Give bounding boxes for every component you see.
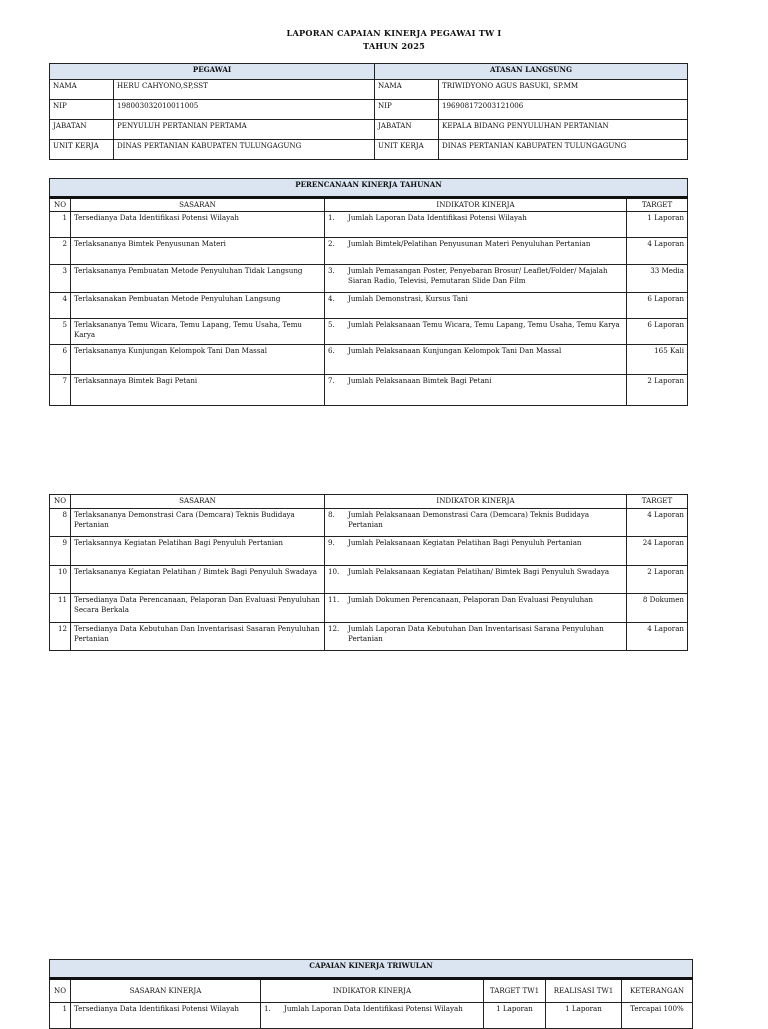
row-no: 2 [50, 238, 71, 265]
row-indikator [325, 509, 627, 537]
col-target-tw1: TARGET TW1 [484, 979, 546, 1003]
row-target: 1 Laporan [627, 212, 688, 238]
row-sasaran: Tersedianya Data Perencanaan, Pelaporan Dan Evaluasi Penyuluhan Secara Berkala [71, 594, 325, 623]
row-sasaran: Terlaksannaya Bimtek Bagi Petani [71, 375, 325, 406]
atasan-header: ATASAN LANGSUNG [375, 64, 688, 80]
col-indikator: INDIKATOR KINERJA [325, 198, 627, 212]
employee-table [49, 63, 688, 160]
row-no: 8 [50, 509, 71, 537]
indikator-number: 3. [328, 266, 335, 275]
indikator-number: 2. [328, 239, 335, 248]
indikator-text: Jumlah Pelaksanaan Kegiatan Pelatihan/ Bimtek Bagi Penyuluh Swadaya [348, 567, 610, 576]
row-sasaran: Terlaksananya Kunjungan Kelompok Tani Dan Massal [71, 345, 325, 375]
indikator-text: Jumlah Pemasangan Poster, Penyebaran Brosur/ Leaflet/Folder/ Majalah Siaran Radio, Televisi, Pemutaran Slide Dan Film [348, 266, 608, 285]
row-indikator [325, 566, 627, 594]
row-indikator [325, 345, 627, 375]
row-target: 8 Dokumen [627, 594, 688, 623]
table-row [50, 623, 688, 651]
table-row [50, 509, 688, 537]
row-sasaran: Terlaksannya Kegiatan Pelatihan Bagi Penyuluh Pertanian [71, 537, 325, 566]
indikator-text: Jumlah Pelaksanaan Demonstrasi Cara (Demcara) Teknis Budidaya Pertanian [348, 510, 590, 529]
row-keterangan: Tercapai 100% [622, 1003, 693, 1029]
report-title: LAPORAN CAPAIAN KINERJA PEGAWAI TW I [286, 28, 502, 38]
value-nip-atasan: 196908172003121006 [439, 100, 688, 120]
label-nip-atasan: NIP [375, 100, 439, 120]
row-indikator [261, 1003, 484, 1029]
indikator-number: 6. [328, 346, 335, 355]
col-sasaran: SASARAN [71, 495, 325, 509]
label-jabatan: JABATAN [50, 120, 114, 140]
label-nama: NAMA [50, 80, 114, 100]
table-row [50, 566, 688, 594]
row-sasaran: Terlaksanakan Pembuatan Metode Penyuluhan Langsung [71, 293, 325, 319]
row-target: 24 Laporan [627, 537, 688, 566]
row-target: 2 Laporan [627, 375, 688, 406]
row-target: 6 Laporan [627, 319, 688, 345]
capaian-section-title: CAPAIAN KINERJA TRIWULAN [50, 960, 693, 979]
indikator-text: Jumlah Demonstrasi, Kursus Tani [348, 294, 468, 303]
row-indikator [325, 594, 627, 623]
value-jabatan: PENYULUH PERTANIAN PERTAMA [114, 120, 375, 140]
row-target: 2 Laporan [627, 566, 688, 594]
table-row [50, 1003, 693, 1029]
row-indikator [325, 238, 627, 265]
row-target: 4 Laporan [627, 238, 688, 265]
row-indikator [325, 375, 627, 406]
value-nama: HERU CAHYONO,SP,SST [114, 80, 375, 100]
col-indikator: INDIKATOR KINERJA [261, 979, 484, 1003]
row-target: 4 Laporan [627, 509, 688, 537]
value-jabatan-atasan: KEPALA BIDANG PENYULUHAN PERTANIAN [439, 120, 688, 140]
value-nama-atasan: TRIWIDYONO AGUS BASUKI, SP.MM [439, 80, 688, 100]
row-target: 165 Kali [627, 345, 688, 375]
indikator-number: 9. [328, 538, 335, 547]
table-row [50, 238, 688, 265]
col-target: TARGET [627, 198, 688, 212]
row-sasaran: Terlaksananya Kegiatan Pelatihan / Bimtek Bagi Penyuluh Swadaya [71, 566, 325, 594]
table-row [50, 293, 688, 319]
col-realisasi-tw1: REALISASI TW1 [546, 979, 622, 1003]
table-row [50, 594, 688, 623]
indikator-text: Jumlah Pelaksanaan Temu Wicara, Temu Lapang, Temu Usaha, Temu Karya [348, 320, 620, 329]
indikator-number: 11. [328, 595, 340, 604]
label-unit-kerja-atasan: UNIT KERJA [375, 140, 439, 160]
table-row [50, 537, 688, 566]
row-no: 1 [50, 212, 71, 238]
indikator-number: 8. [328, 510, 335, 519]
row-no: 3 [50, 265, 71, 293]
row-sasaran: Terlaksananya Bimtek Penyusunan Materi [71, 238, 325, 265]
row-sasaran: Tersedianya Data Kebutuhan Dan Inventarisasi Sasaran Penyuluhan Pertanian [71, 623, 325, 651]
indikator-number: 1. [264, 1004, 271, 1013]
row-no: 5 [50, 319, 71, 345]
table-row [50, 375, 688, 406]
table-row [50, 265, 688, 293]
row-target: 33 Media [627, 265, 688, 293]
indikator-text: Jumlah Laporan Data Kebutuhan Dan Inventarisasi Sarana Penyuluhan Pertanian [348, 624, 604, 643]
label-unit-kerja: UNIT KERJA [50, 140, 114, 160]
row-indikator [325, 265, 627, 293]
indikator-text: Jumlah Dokumen Perencanaan, Pelaporan Dan Evaluasi Penyuluhan [348, 595, 593, 604]
col-target: TARGET [627, 495, 688, 509]
indikator-text: Jumlah Pelaksanaan Bimtek Bagi Petani [348, 376, 492, 385]
report-year: TAHUN 2025 [363, 41, 425, 51]
table-row [50, 212, 688, 238]
row-sasaran: Tersedianya Data Identifikasi Potensi Wilayah [71, 212, 325, 238]
row-sasaran: Tersedianya Data Identifikasi Potensi Wilayah [71, 1003, 261, 1029]
row-no: 9 [50, 537, 71, 566]
row-target: 4 Laporan [627, 623, 688, 651]
row-no: 10 [50, 566, 71, 594]
row-sasaran: Terlaksananya Pembuatan Metode Penyuluhan Tidak Langsung [71, 265, 325, 293]
perencanaan-table-continued [49, 494, 688, 651]
indikator-text: Jumlah Laporan Data Identifikasi Potensi Wilayah [348, 213, 527, 222]
col-sasaran-kinerja: SASARAN KINERJA [71, 979, 261, 1003]
row-indikator [325, 293, 627, 319]
indikator-number: 12. [328, 624, 340, 633]
row-sasaran: Terlaksananya Demonstrasi Cara (Demcara) Teknis Budidaya Pertanian [71, 509, 325, 537]
row-target: 6 Laporan [627, 293, 688, 319]
indikator-text: Jumlah Pelaksanaan Kegiatan Pelatihan Bagi Penyuluh Pertanian [348, 538, 582, 547]
perencanaan-section-title: PERENCANAAN KINERJA TAHUNAN [50, 179, 688, 198]
indikator-text: Jumlah Laporan Data Identifikasi Potensi Wilayah [284, 1004, 463, 1013]
row-no: 1 [50, 1003, 71, 1029]
indikator-number: 7. [328, 376, 335, 385]
indikator-text: Jumlah Bimtek/Pelatihan Penyusunan Materi Penyuluhan Pertanian [348, 239, 591, 248]
table-row [50, 319, 688, 345]
row-indikator [325, 537, 627, 566]
indikator-text: Jumlah Pelaksanaan Kunjungan Kelompok Tani Dan Massal [348, 346, 562, 355]
row-target: 1 Laporan [484, 1003, 546, 1029]
perencanaan-table [49, 178, 688, 406]
table-row [50, 345, 688, 375]
pegawai-header: PEGAWAI [50, 64, 375, 80]
value-nip: 198003032010011005 [114, 100, 375, 120]
label-jabatan-atasan: JABATAN [375, 120, 439, 140]
col-no: NO [50, 495, 71, 509]
row-no: 11 [50, 594, 71, 623]
indikator-number: 4. [328, 294, 335, 303]
value-unit-kerja: DINAS PERTANIAN KABUPATEN TULUNGAGUNG [114, 140, 375, 160]
col-keterangan: KETERANGAN [622, 979, 693, 1003]
row-realisasi: 1 Laporan [546, 1003, 622, 1029]
row-no: 12 [50, 623, 71, 651]
indikator-number: 10. [328, 567, 340, 576]
row-no: 7 [50, 375, 71, 406]
col-no: NO [50, 198, 71, 212]
indikator-number: 1. [328, 213, 335, 222]
value-unit-kerja-atasan: DINAS PERTANIAN KABUPATEN TULUNGAGUNG [439, 140, 688, 160]
label-nama-atasan: NAMA [375, 80, 439, 100]
col-sasaran: SASARAN [71, 198, 325, 212]
col-no: NO [50, 979, 71, 1003]
row-indikator [325, 212, 627, 238]
row-indikator [325, 623, 627, 651]
col-indikator: INDIKATOR KINERJA [325, 495, 627, 509]
row-no: 4 [50, 293, 71, 319]
row-no: 6 [50, 345, 71, 375]
label-nip: NIP [50, 100, 114, 120]
row-sasaran: Terlaksananya Temu Wicara, Temu Lapang, Temu Usaha, Temu Karya [71, 319, 325, 345]
indikator-number: 5. [328, 320, 335, 329]
capaian-table [49, 959, 693, 1029]
row-indikator [325, 319, 627, 345]
